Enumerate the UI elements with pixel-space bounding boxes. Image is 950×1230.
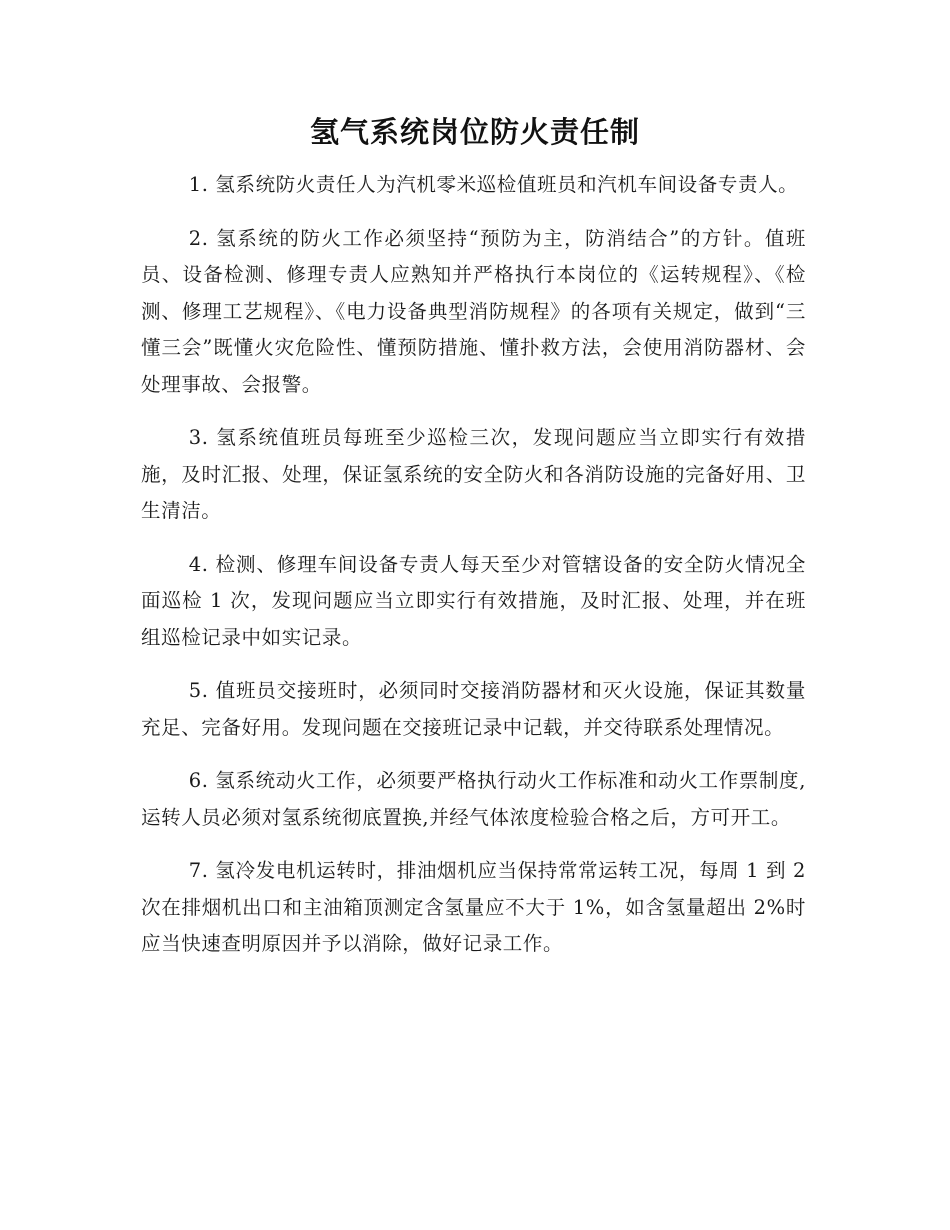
paragraph-7: 7. 氢冷发电机运转时，排油烟机应当保持常常运转工况，每周 1 到 2 次在排烟机出口和主油箱顶测定含氢量应不大于 1%，如含氢量超出 2%时应当快速查明原因并予以消除，做好记录工作。 <box>141 859 806 955</box>
paragraph-6: 6. 氢系统动火工作，必须要严格执行动火工作标准和动火工作票制度,运转人员必须对氢系统彻底置换,并经气体浓度检验合格之后，方可开工。 <box>141 769 806 829</box>
paragraph-2: 2. 氢系统的防火工作必须坚持“预防为主，防消结合”的方针。值班员、设备检测、修理专责人应熟知并严格执行本岗位的《运转规程》、《检测、修理工艺规程》、《电力设备典型消防规程》的各项有关规定，做到“三懂三会”既懂火灾危险性、懂预防措施、懂扑救方法，会使用消防器材、会处理事故、会报警。 <box>141 226 806 396</box>
paragraph-1: 1. 氢系统防火责任人为汽机零米巡检值班员和汽机车间设备专责人。 <box>188 173 799 196</box>
document-title: 氢气系统岗位防火责任制 <box>309 115 640 149</box>
paragraph-4: 4. 检测、修理车间设备专责人每天至少对管辖设备的安全防火情况全面巡检 1 次，发现问题应当立即实行有效措施，及时汇报、处理，并在班组巡检记录中如实记录。 <box>141 552 806 649</box>
paragraph-3: 3. 氢系统值班员每班至少巡检三次，发现问题应当立即实行有效措施，及时汇报、处理，保证氢系统的安全防火和各消防设施的完备好用、卫生清洁。 <box>141 426 806 522</box>
document-body <box>141 167 806 980</box>
paragraph-5: 5. 值班员交接班时，必须同时交接消防器材和灭火设施，保证其数量充足、完备好用。发现问题在交接班记录中记载，并交待联系处理情况。 <box>141 679 806 739</box>
